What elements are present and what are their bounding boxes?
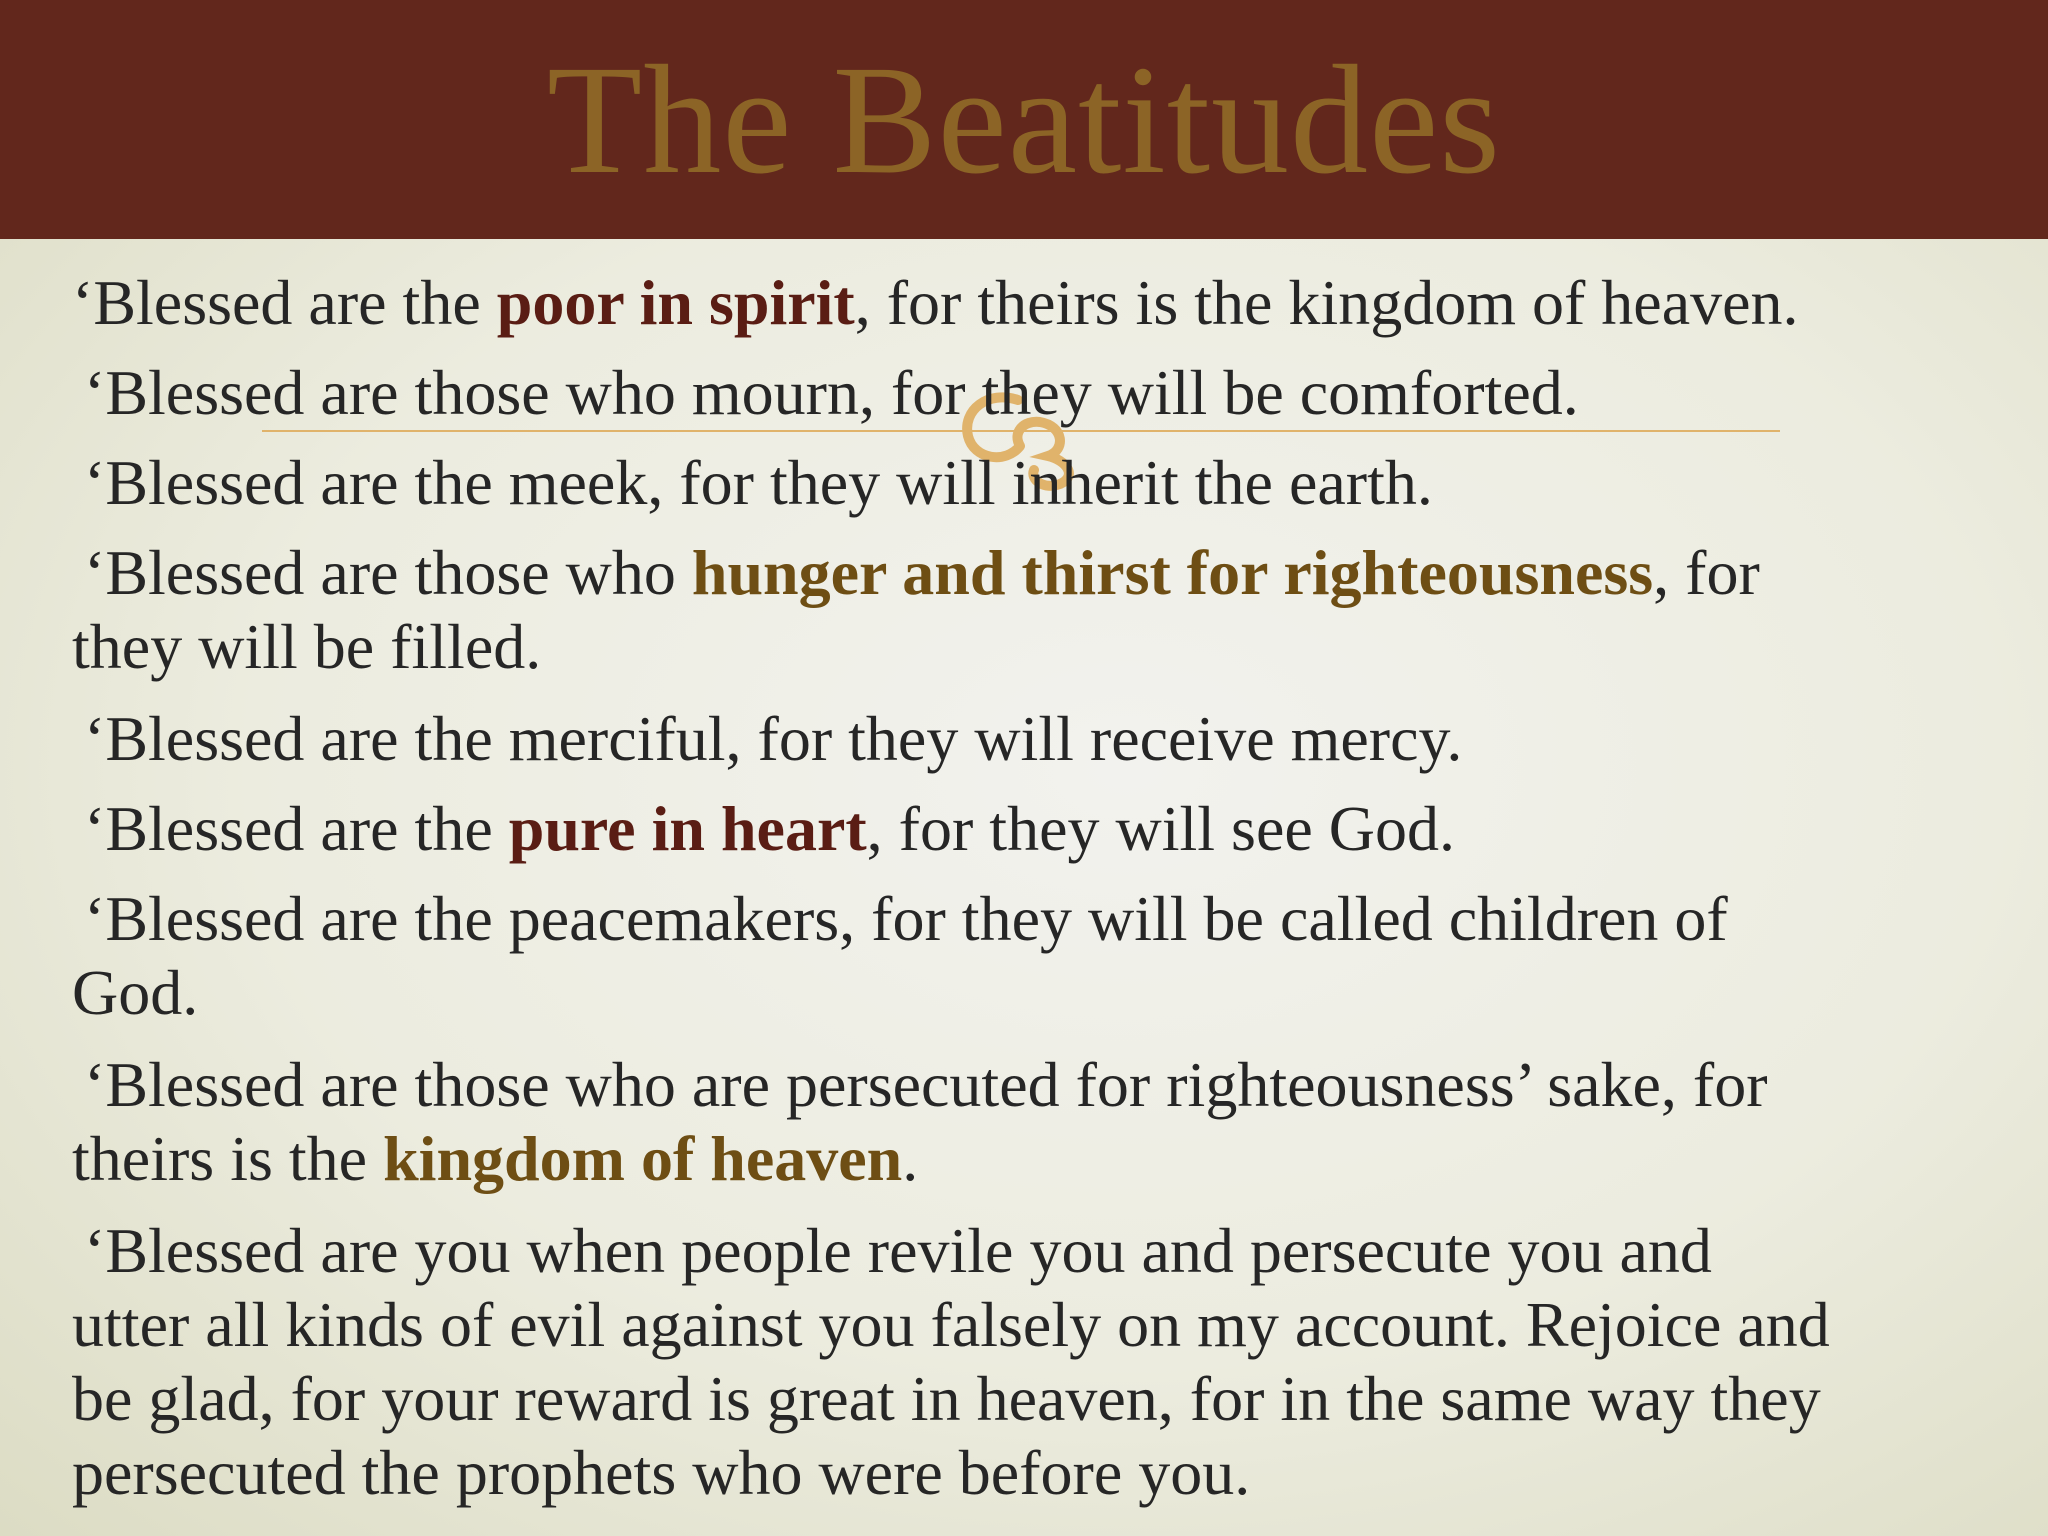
beatitude-text: ‘Blessed are those who [84,537,692,608]
beatitude-3 [84,446,1984,520]
beatitude-text: ‘Blessed are the meek, for they will inherit the earth. [84,447,1433,518]
beatitude-9-line-3: be glad, for your reward is great in heaven, for in the same way they [72,1363,1821,1434]
beatitude-text: ‘Blessed are those who mourn, for they will be comforted. [84,357,1579,428]
beatitude-highlight: poor in spirit [496,267,855,338]
beatitude-highlight: pure in heart [508,793,867,864]
beatitude-4 [84,536,1984,610]
beatitude-6 [84,792,1984,866]
beatitude-9-line-2: utter all kinds of evil against you falsely on my account. Rejoice and [72,1289,1830,1360]
beatitude-highlight: hunger and thirst for righteousness [691,537,1654,608]
beatitude-text: , for theirs is the kingdom of heaven. [854,267,1799,338]
beatitude-text: ‘Blessed are the [72,267,497,338]
beatitude-text: , for they will see God. [866,793,1455,864]
beatitude-text: , for [1653,537,1760,608]
beatitude-text: . [902,1123,919,1194]
beatitude-text: ‘Blessed are the [84,793,509,864]
beatitude-8-continuation [72,1122,1972,1196]
beatitude-highlight: kingdom of heaven [383,1123,903,1194]
beatitude-4-continuation: they will be filled. [72,611,542,682]
beatitude-text: ‘Blessed are the peacemakers, for they will be called children of [84,883,1728,954]
slide-title: The Beatitudes [546,33,1502,206]
beatitude-8 [84,1048,1984,1122]
beatitude-9-line-1: ‘Blessed are you when people revile you and persecute you and [84,1215,1712,1286]
beatitude-text: ‘Blessed are those who are persecuted for righteousness’ sake, for [84,1049,1768,1120]
beatitude-1 [72,266,1972,340]
beatitude-7-continuation: God. [72,957,199,1028]
beatitude-9-line-4: persecuted the prophets who were before you. [72,1437,1251,1508]
beatitude-5 [84,702,1984,776]
beatitude-7 [84,882,1984,956]
beatitude-text: ‘Blessed are the merciful, for they will receive mercy. [84,703,1463,774]
beatitude-2 [84,356,1984,430]
beatitude-text: theirs is the [72,1123,384,1194]
